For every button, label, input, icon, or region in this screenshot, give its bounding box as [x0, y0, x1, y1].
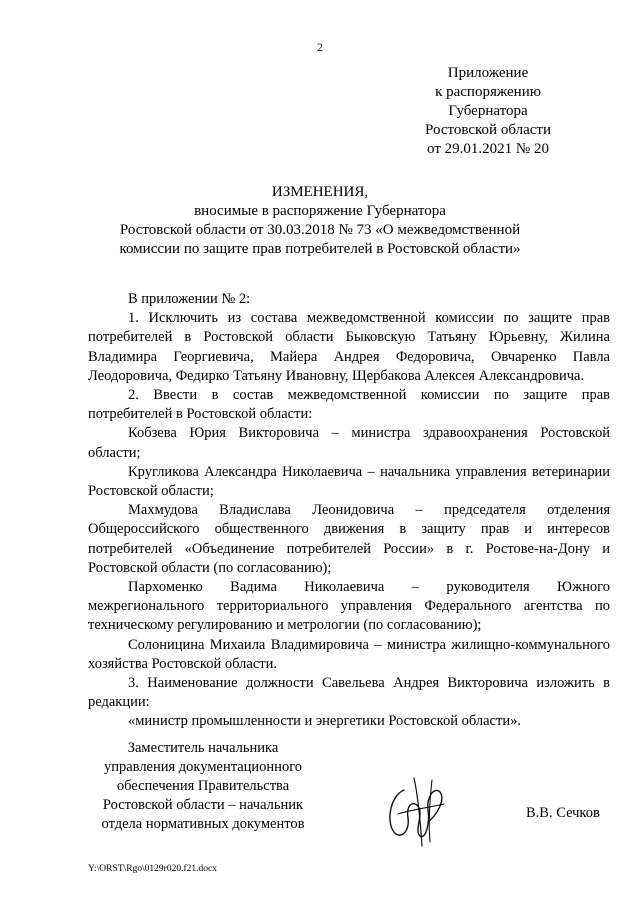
- signer-name: В.В. Сечков: [526, 805, 600, 821]
- item-2-paragraph: 2. Ввести в состав межведомственной комиссии по защите прав потребителей в Ростовской области:: [88, 387, 610, 423]
- appendix-line: Приложение: [447, 65, 529, 81]
- handwritten-signature: [384, 770, 450, 850]
- member-paragraph: Махмудова Владислава Леонидовича – председателя отделения Общероссийского общественного движения в защиту прав и интересов потребителей «Объединение потребителей России» в г. Ростове-на-Дону и Ростовской области (по согласованию);: [88, 502, 610, 576]
- title-line: вносимые в распоряжение Губернатора: [194, 203, 446, 219]
- document-body: [88, 290, 610, 732]
- title-line: Ростовской области от 30.03.2018 № 73 «О межведомственной: [119, 222, 521, 238]
- member-paragraph: Пархоменко Вадима Николаевича – руководителя Южного межрегионального территориального управления Федерального агентства по техническому регулированию и метрологии (по согласованию);: [88, 579, 610, 634]
- signatory-line: Заместитель начальника: [127, 740, 279, 756]
- appendix-line: от 29.01.2021 № 20: [427, 141, 549, 157]
- title-heading: ИЗМЕНЕНИЯ,: [271, 184, 369, 200]
- member-paragraph: Кобзева Юрия Викторовича – министра здравоохранения Ростовской области;: [88, 425, 610, 461]
- signatory-line: отдела нормативных документов: [101, 816, 305, 832]
- appendix-line: Ростовской области: [425, 122, 551, 138]
- file-path: Y:\ORST\Rgo\0129r020.f21.docx: [88, 864, 217, 874]
- signatory-line: обеспечения Правительства: [116, 778, 290, 794]
- member-paragraph: Солоницина Михаила Владимировича – министра жилищно-коммунального хозяйства Ростовской области.: [88, 636, 610, 672]
- signatory-title: [94, 739, 312, 834]
- signatory-line: Ростовской области – начальник: [102, 797, 304, 813]
- quote-paragraph: «министр промышленности и энергетики Ростовской области».: [128, 713, 521, 730]
- signatory-line: управления документационного: [103, 759, 303, 775]
- item-3-paragraph: 3. Наименование должности Савельева Андрея Викторовича изложить в редакции:: [88, 675, 610, 711]
- intro-paragraph: В приложении № 2:: [128, 291, 251, 307]
- page-number: 2: [317, 40, 323, 54]
- appendix-line: Губернатора: [448, 103, 528, 119]
- appendix-header: [398, 64, 578, 159]
- item-1-paragraph: 1. Исключить из состава межведомственной комиссии по защите прав потребителей в Ростовской области Быковскую Татьяну Юрьевну, Жилина Владимира Георгиевича, Майера Андрея Федоровича, Овчаренко Павла Леодоровича, Федирко Татьяну Ивановну, Щербакова Алексея Александровича.: [88, 310, 610, 384]
- appendix-line: к распоряжению: [435, 84, 541, 100]
- document-title: [80, 183, 560, 259]
- member-paragraph: Кругликова Александра Николаевича – начальника управления ветеринарии Ростовской области;: [88, 463, 610, 500]
- title-line: комиссии по защите прав потребителей в Ростовской области»: [119, 241, 521, 257]
